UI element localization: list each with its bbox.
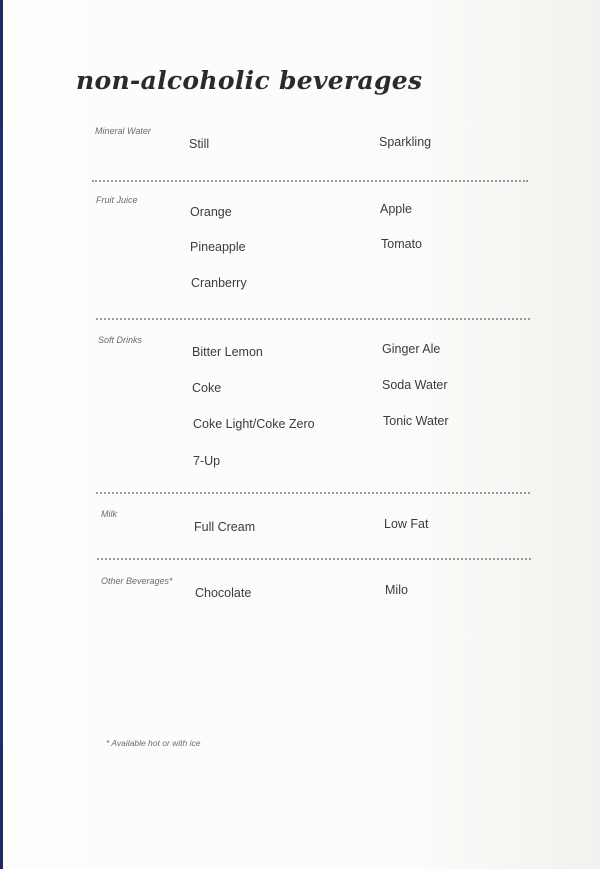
menu-item: Tomato	[381, 237, 422, 251]
menu-item: Coke Light/Coke Zero	[193, 417, 315, 431]
category-label: Mineral Water	[95, 126, 151, 136]
menu-item: Tonic Water	[383, 414, 449, 428]
footnote: * Available hot or with ice	[106, 738, 201, 748]
menu-item: Coke	[192, 381, 222, 395]
dotted-divider	[97, 558, 531, 560]
dotted-divider	[96, 318, 530, 320]
category-label: Other Beverages*	[101, 576, 173, 586]
menu-item: 7-Up	[193, 454, 221, 468]
dotted-divider	[92, 180, 528, 182]
dotted-divider	[96, 492, 530, 494]
menu-item: Sparkling	[379, 135, 432, 149]
menu-item: Pineapple	[190, 240, 246, 254]
menu-item: Low Fat	[384, 517, 429, 531]
category-label: Fruit Juice	[96, 195, 138, 205]
menu-item: Still	[189, 137, 210, 151]
menu-item: Cranberry	[191, 276, 247, 290]
menu-item: Apple	[380, 202, 412, 216]
binding-edge	[0, 0, 3, 869]
menu-item: Full Cream	[194, 520, 256, 534]
category-label: Soft Drinks	[98, 335, 143, 345]
menu-item: Ginger Ale	[382, 342, 441, 356]
page-title: non-alcoholic beverages	[76, 66, 423, 95]
menu-item: Soda Water	[382, 378, 448, 392]
menu-item: Chocolate	[195, 586, 252, 600]
category-label: Milk	[101, 509, 117, 519]
menu-item: Milo	[385, 583, 408, 597]
menu-item: Orange	[190, 205, 232, 219]
menu-item: Bitter Lemon	[192, 345, 263, 359]
